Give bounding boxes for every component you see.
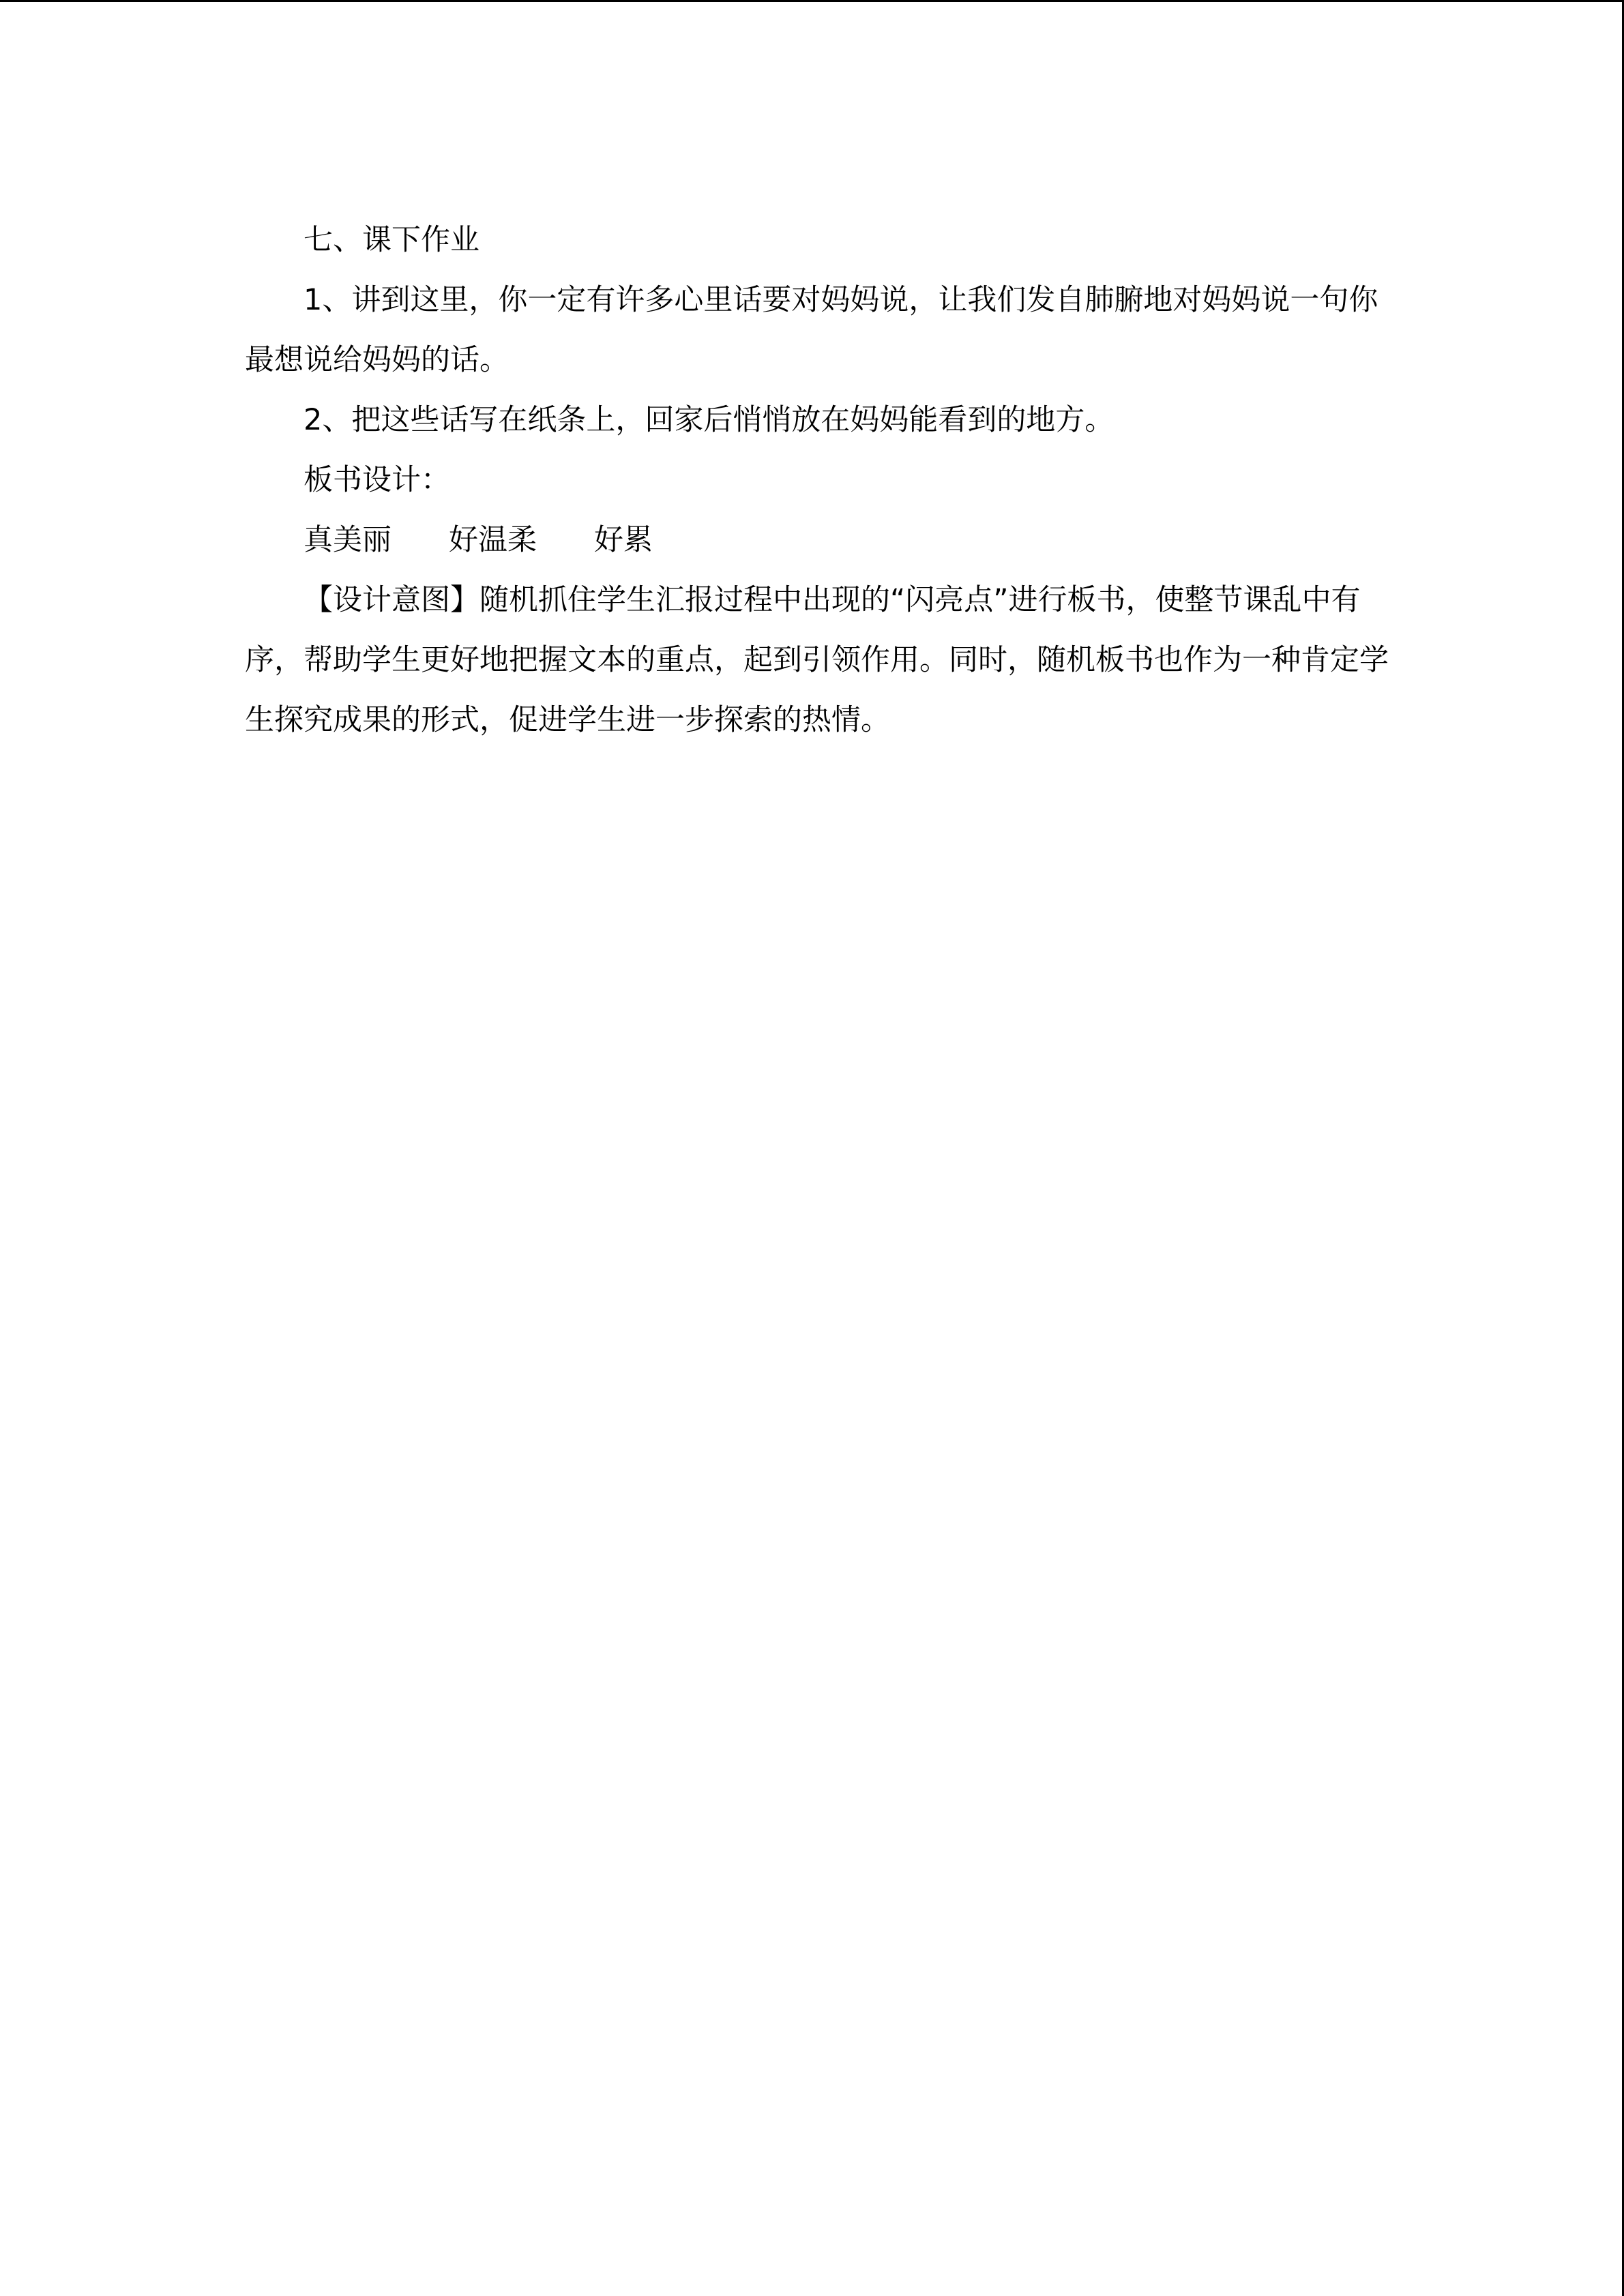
board-design-label: 板书设计： xyxy=(304,463,450,497)
board-word: 好温柔 xyxy=(449,523,537,557)
design-intent-line-3: 生探究成果的形式，促进学生进一步探索的热情。 xyxy=(245,703,890,737)
board-words-row xyxy=(245,510,1365,570)
homework-item-1-line-2: 最想说给妈妈的话。 xyxy=(245,343,509,377)
design-intent-line-2: 序，帮助学生更好地把握文本的重点，起到引领作用。同时，随机板书也作为一种肯定学 xyxy=(245,643,1389,677)
homework-item-1-line-1: 1、讲到这里，你一定有许多心里话要对妈妈说，让我们发自肺腑地对妈妈说一句你 xyxy=(304,283,1378,317)
document-body xyxy=(245,210,1389,750)
board-word: 真美丽 xyxy=(304,523,392,557)
board-word: 好累 xyxy=(594,523,653,557)
homework-item-2: 2、把这些话写在纸条上，回家后悄悄放在妈妈能看到的地方。 xyxy=(304,403,1114,437)
design-intent-line-1: 【设计意图】随机抓住学生汇报过程中出现的“闪亮点”进行板书，使整节课乱中有 xyxy=(304,583,1361,617)
section-heading: 七、课下作业 xyxy=(304,223,479,257)
